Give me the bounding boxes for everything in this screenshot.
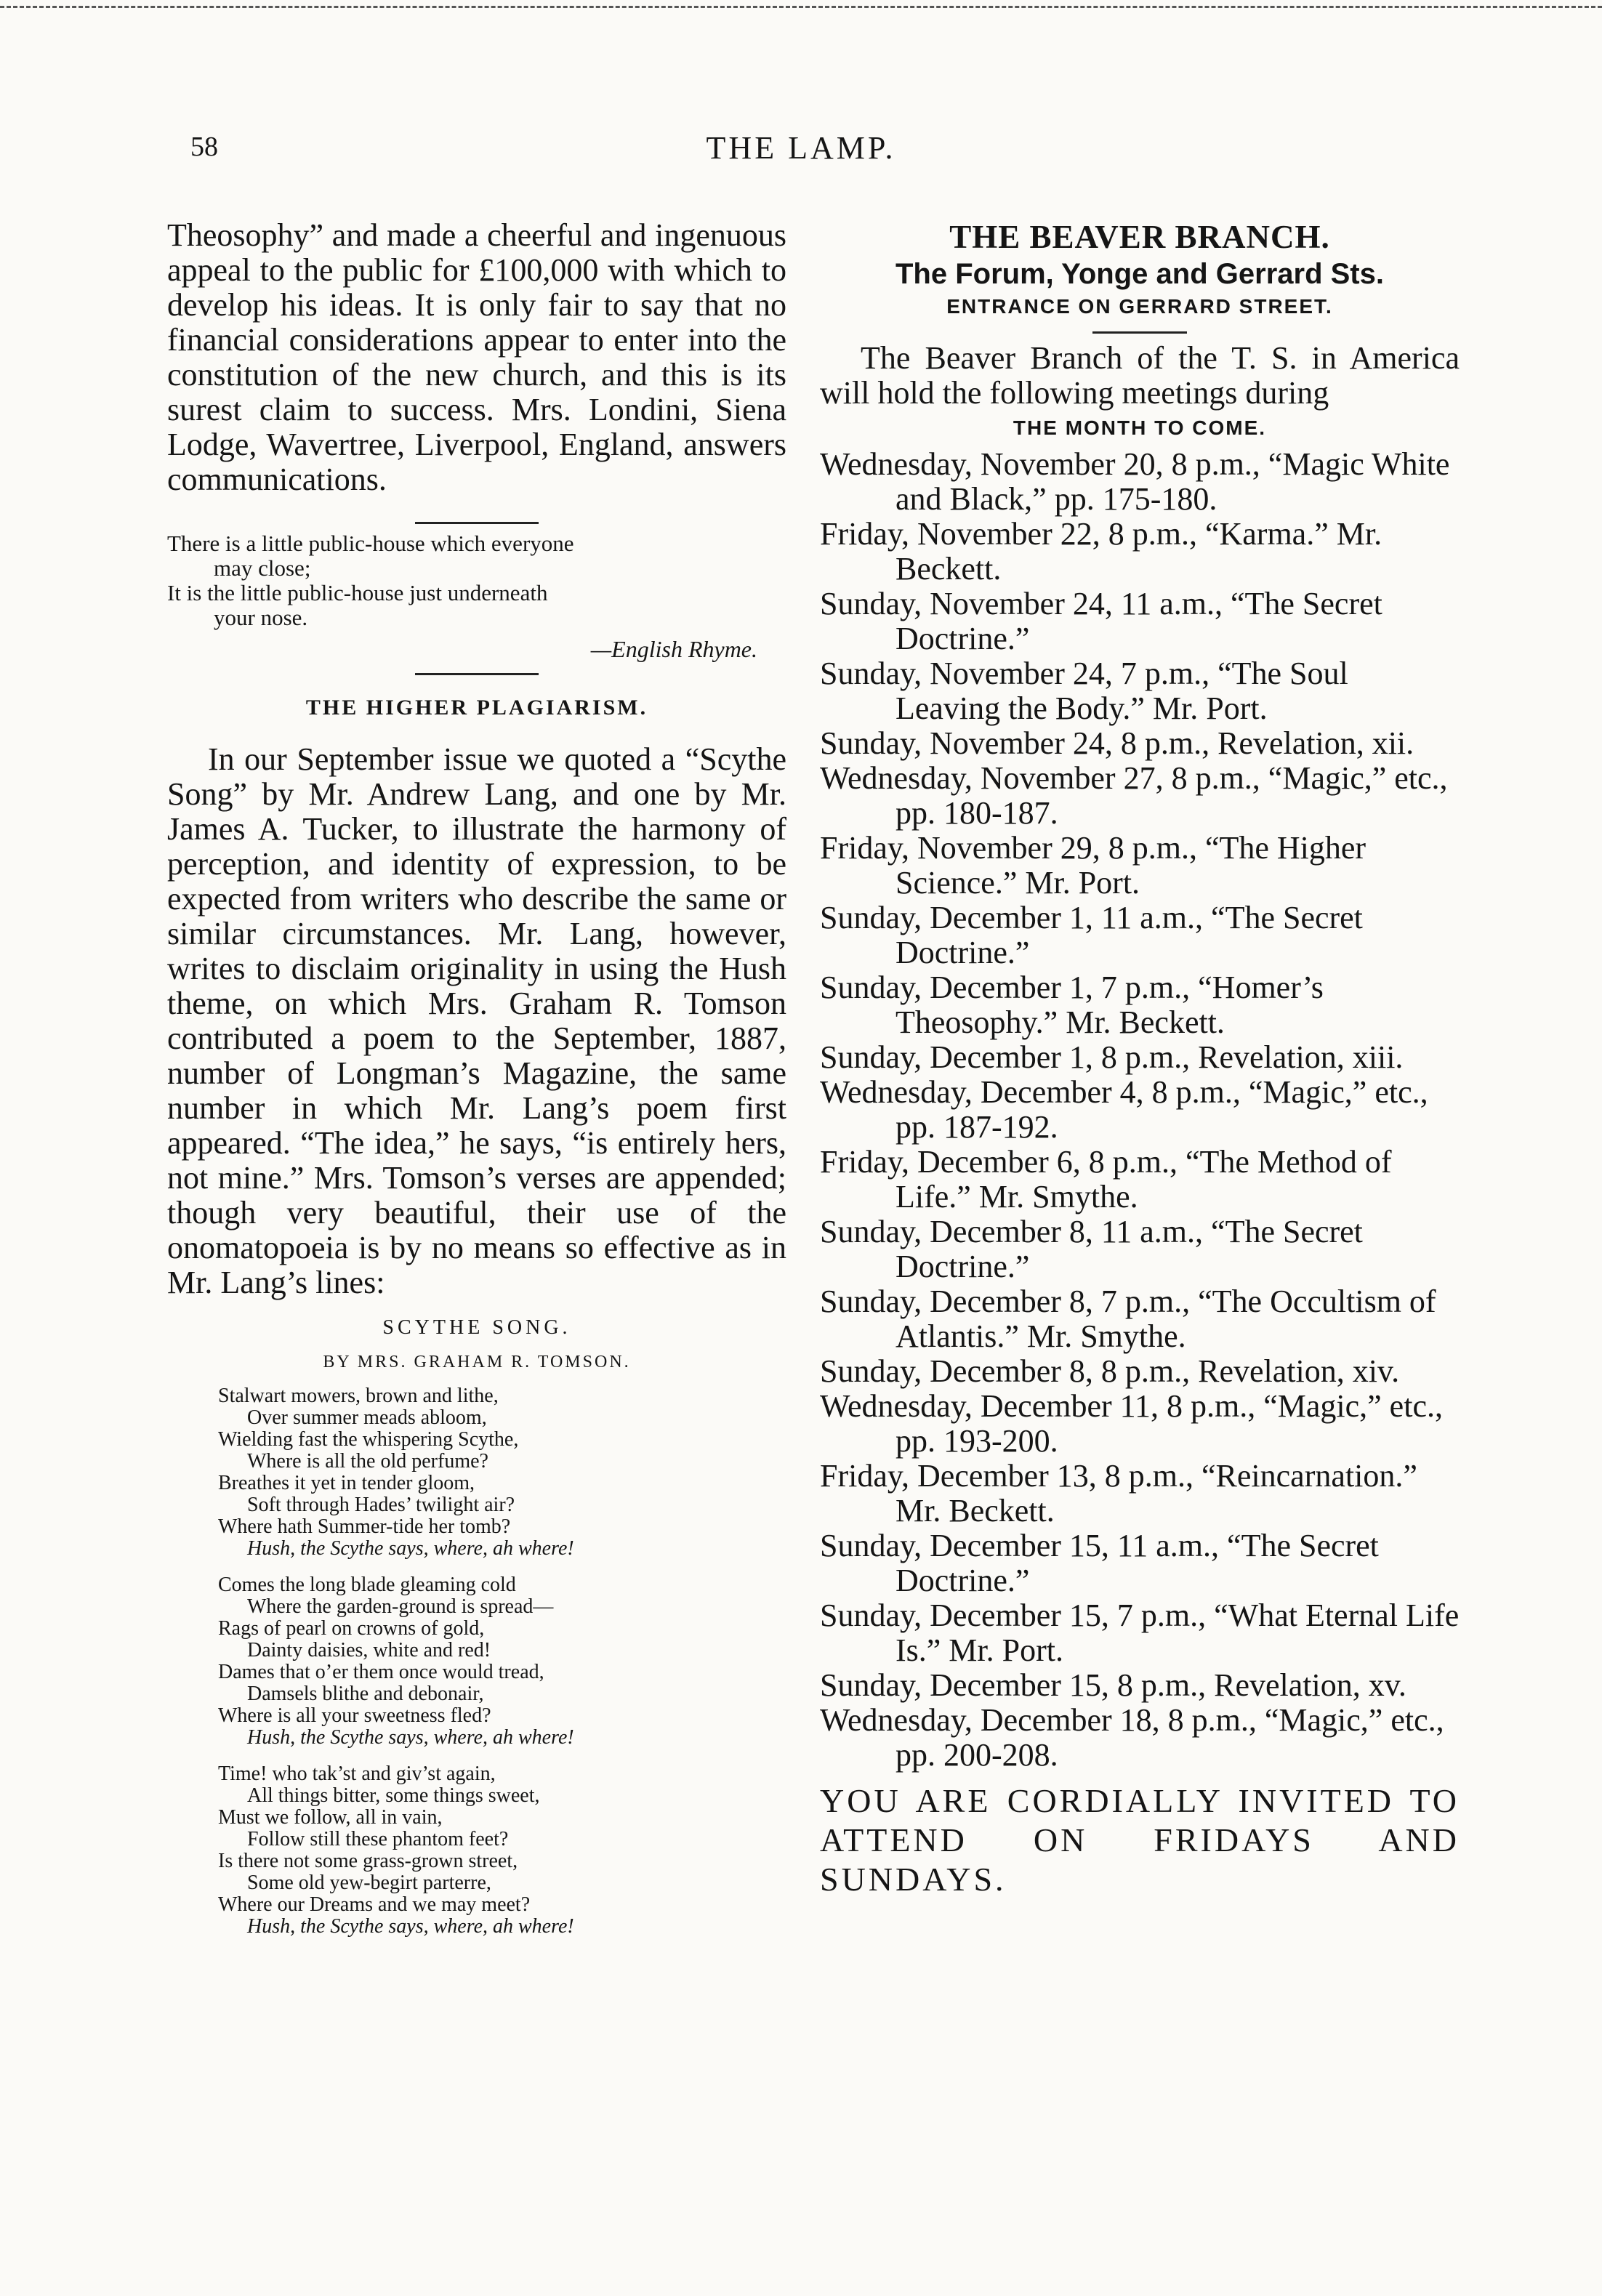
poem-line: Over summer meads abloom,: [247, 1406, 487, 1429]
poem-line: Follow still these phantom feet?: [247, 1828, 509, 1850]
meeting-item: Friday, December 6, 8 p.m., “The Method of Life.” Mr. Smythe.: [820, 1144, 1392, 1215]
meeting-item: Sunday, December 15, 8 p.m., Revelation, xv.: [820, 1667, 1406, 1703]
section-heading: THE HIGHER PLAGIARISM.: [305, 696, 648, 720]
branch-location: The Forum, Yonge and Gerrard Sts.: [895, 258, 1384, 290]
poem-line: Is there not some grass-grown street,: [218, 1850, 518, 1872]
article-paragraph: In our September issue we quoted a “Scythe Song” by Mr. Andrew Lang, and one by Mr. James A. Tucker, to illustrate the harmony of perception, and identity of expression, to be expected from writers who describe the same or similar circumstances. Mr. Lang, however, writes to disclaim originality in using the Hush theme, on which Mrs. Graham R. Tomson contributed a poem to the September, 1887, number of Longman’s Magazine, the same number in which Mr. Lang’s poem first appeared. “The idea,” he says, “is entirely hers, not mine.” Mrs. Tomson’s verses are appended; though very beautiful, their use of the onomatopoeia is by no means so effective as in Mr. Lang’s lines:: [167, 741, 786, 1300]
branch-title: THE BEAVER BRANCH.: [949, 219, 1330, 255]
poem-line: Comes the long blade gleaming cold: [218, 1574, 516, 1596]
meeting-item: Wednesday, November 20, 8 p.m., “Magic White and Black,” pp. 175-180.: [820, 446, 1450, 517]
meeting-item: Sunday, December 15, 7 p.m., “What Eternal Life Is.” Mr. Port.: [820, 1598, 1460, 1668]
poem-line: Must we follow, all in vain,: [218, 1806, 443, 1829]
branch-entrance: ENTRANCE ON GERRARD STREET.: [946, 295, 1333, 318]
left-column: [167, 218, 786, 1952]
meeting-item: Sunday, November 24, 11 a.m., “The Secret Doctrine.”: [820, 586, 1382, 656]
poem-stanza: [167, 1385, 786, 1560]
poem-line: Some old yew-begirt parterre,: [247, 1872, 491, 1894]
poem-title: SCYTHE SONG.: [382, 1316, 571, 1339]
right-column: [820, 218, 1460, 1899]
poem-line: All things bitter, some things sweet,: [247, 1784, 540, 1807]
meeting-item: Wednesday, December 11, 8 p.m., “Magic,” etc., pp. 193-200.: [820, 1388, 1443, 1459]
page-number: 58: [190, 132, 218, 162]
meeting-item: Friday, November 29, 8 p.m., “The Higher Science.” Mr. Port.: [820, 830, 1366, 901]
continuation-paragraph: Theosophy” and made a cheerful and ingenuous appeal to the public for £100,000 with which to develop his ideas. It is only fair to say that no financial considerations appear to enter into the constitution of the new church, and this is its surest claim to success. Mrs. Londini, Siena Lodge, Wavertree, Liverpool, England, answers communications.: [167, 217, 786, 497]
meeting-item: Sunday, December 8, 8 p.m., Revelation, xiv.: [820, 1353, 1400, 1389]
poem-line: Where hath Summer-tide her tomb?: [218, 1515, 511, 1538]
divider-rule: [1092, 331, 1187, 334]
meeting-item: Wednesday, December 4, 8 p.m., “Magic,” etc., pp. 187-192.: [820, 1074, 1428, 1145]
poem-refrain: Hush, the Scythe says, where, ah where!: [247, 1915, 574, 1938]
meeting-item: Sunday, December 8, 7 p.m., “The Occultism of Atlantis.” Mr. Smythe.: [820, 1284, 1436, 1354]
meeting-item: Sunday, December 1, 8 p.m., Revelation, xiii.: [820, 1039, 1404, 1075]
meeting-item: Friday, November 22, 8 p.m., “Karma.” Mr. Beckett.: [820, 516, 1382, 587]
poem-line: Where our Dreams and we may meet?: [218, 1893, 531, 1916]
meeting-list: [820, 447, 1460, 1773]
epigraph-attribution: —English Rhyme.: [590, 636, 757, 662]
page-header: [0, 131, 1602, 174]
poem-line: Rags of pearl on crowns of gold,: [218, 1617, 485, 1640]
divider-rule: [415, 522, 539, 524]
meeting-item: Sunday, November 24, 8 p.m., Revelation, xii.: [820, 725, 1414, 761]
branch-intro: The Beaver Branch of the T. S. in America will hold the following meetings during: [820, 340, 1460, 411]
poem-line: Time! who tak’st and giv’st again,: [218, 1763, 496, 1785]
month-heading: THE MONTH TO COME.: [1013, 416, 1267, 439]
poem-line: Where is all the old perfume?: [247, 1450, 488, 1473]
epigraph-line: may close;: [214, 555, 311, 581]
meeting-item: Friday, December 13, 8 p.m., “Reincarnation.” Mr. Beckett.: [820, 1458, 1417, 1528]
poem-stanza: [167, 1574, 786, 1749]
meeting-item: Wednesday, November 27, 8 p.m., “Magic,” etc., pp. 180-187.: [820, 760, 1448, 831]
poem-stanza: [167, 1763, 786, 1938]
meeting-item: Sunday, November 24, 7 p.m., “The Soul Leaving the Body.” Mr. Port.: [820, 656, 1348, 726]
poem-refrain: Hush, the Scythe says, where, ah where!: [247, 1537, 574, 1560]
poem-line: Soft through Hades’ twilight air?: [247, 1494, 515, 1516]
meeting-item: Sunday, December 15, 11 a.m., “The Secret Doctrine.”: [820, 1528, 1379, 1598]
invitation-notice: YOU ARE CORDIALLY INVITED TO ATTEND ON FRIDAYS AND SUNDAYS.: [820, 1782, 1460, 1898]
poem-line: Wielding fast the whispering Scythe,: [218, 1428, 519, 1451]
top-border-rule: [0, 6, 1602, 8]
meeting-item: Sunday, December 8, 11 a.m., “The Secret Doctrine.”: [820, 1214, 1363, 1284]
poem-line: Where the garden-ground is spread—: [247, 1595, 554, 1618]
poem-line: Where is all your sweetness fled?: [218, 1704, 491, 1727]
page-title: THE LAMP.: [706, 130, 896, 166]
meeting-item: Wednesday, December 18, 8 p.m., “Magic,” etc., pp. 200-208.: [820, 1702, 1444, 1773]
divider-rule: [415, 673, 539, 675]
poem-byline: BY MRS. GRAHAM R. TOMSON.: [323, 1353, 631, 1371]
poem-line: Dainty daisies, white and red!: [247, 1639, 491, 1661]
poem-line: Damsels blithe and debonair,: [247, 1683, 484, 1705]
poem-line: Dames that o’er them once would tread,: [218, 1661, 544, 1683]
epigraph-line: your nose.: [214, 605, 308, 630]
poem-line: Breathes it yet in tender gloom,: [218, 1472, 475, 1494]
meeting-item: Sunday, December 1, 11 a.m., “The Secret Doctrine.”: [820, 900, 1363, 970]
meeting-item: Sunday, December 1, 7 p.m., “Homer’s Theosophy.” Mr. Beckett.: [820, 970, 1324, 1040]
epigraph-line: There is a little public-house which everyone: [167, 531, 574, 556]
epigraph-line: It is the little public-house just underneath: [167, 580, 548, 605]
epigraph: [167, 531, 786, 630]
poem-refrain: Hush, the Scythe says, where, ah where!: [247, 1726, 574, 1749]
poem-line: Stalwart mowers, brown and lithe,: [218, 1385, 499, 1407]
